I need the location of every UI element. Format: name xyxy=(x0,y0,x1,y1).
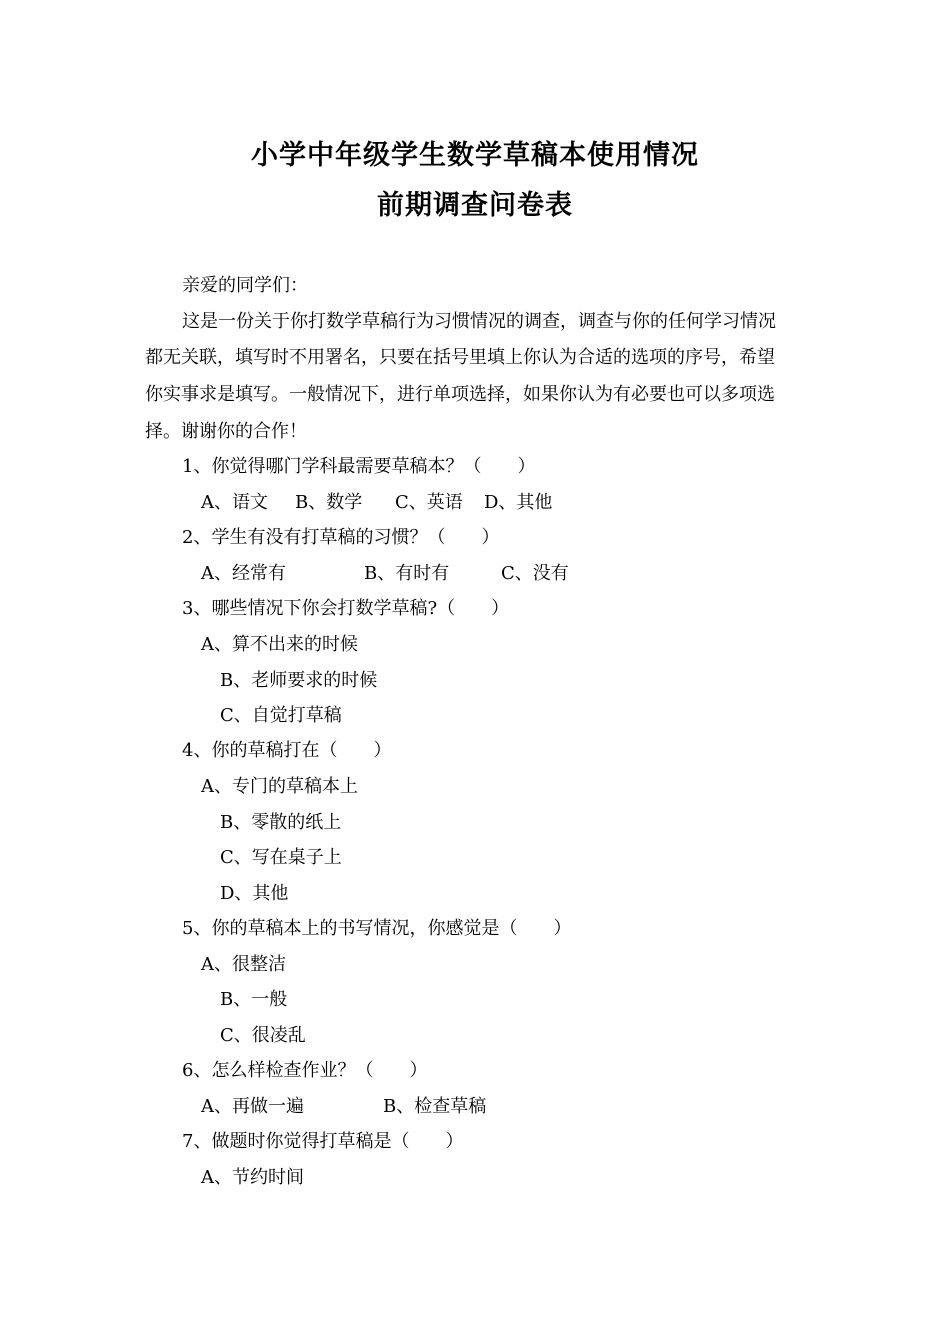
question-4: 4、你的草稿打在（ ） xyxy=(182,740,392,761)
option-c: C、自觉打草稿 xyxy=(220,705,342,726)
question-3: 3、哪些情况下你会打数学草稿?（ ） xyxy=(182,598,510,619)
question-7: 7、做题时你觉得打草稿是（ ） xyxy=(182,1131,464,1152)
option-c: C、英语 xyxy=(395,492,463,513)
intro-line: 这是一份关于你打数学草稿行为习惯情况的调查，调查与你的任何学习情况 xyxy=(182,311,776,332)
option-c: C、很凌乱 xyxy=(220,1025,306,1046)
option-d: D、其他 xyxy=(484,492,553,513)
intro-line: 你实事求是填写。一般情况下，进行单项选择，如果你认为有必要也可以多项选 xyxy=(145,384,775,405)
option-a: A、再做一遍 xyxy=(201,1096,304,1117)
title-line-2: 前期调查问卷表 xyxy=(377,190,573,221)
intro-line: 都无关联，填写时不用署名，只要在括号里填上你认为合适的选项的序号，希望 xyxy=(145,347,775,368)
option-c: C、没有 xyxy=(501,563,569,584)
question-2: 2、学生有没有打草稿的习惯？（ ） xyxy=(182,527,500,548)
option-a: A、专门的草稿本上 xyxy=(201,776,358,797)
question-1: 1、你觉得哪门学科最需要草稿本？（ ） xyxy=(182,456,536,477)
option-d: D、其他 xyxy=(220,883,289,904)
option-b: B、零散的纸上 xyxy=(220,812,342,833)
question-1-options xyxy=(201,492,552,514)
question-6: 6、怎么样检查作业？（ ） xyxy=(182,1060,428,1081)
option-b: B、有时有 xyxy=(364,563,450,584)
option-b: B、检查草稿 xyxy=(383,1096,487,1117)
option-a: A、算不出来的时候 xyxy=(201,634,358,655)
option-a: A、经常有 xyxy=(201,563,286,584)
option-a: A、很整洁 xyxy=(201,954,286,975)
title-line-1: 小学中年级学生数学草稿本使用情况 xyxy=(251,140,699,171)
salutation: 亲爱的同学们： xyxy=(182,275,308,296)
intro-line: 择。谢谢你的合作！ xyxy=(145,421,307,442)
question-5: 5、你的草稿本上的书写情况，你感觉是（ ） xyxy=(182,918,572,939)
option-b: B、老师要求的时候 xyxy=(220,670,378,691)
option-b: B、数学 xyxy=(295,492,363,513)
option-b: B、一般 xyxy=(220,989,288,1010)
option-c: C、写在桌子上 xyxy=(220,847,342,868)
option-a: A、语文 xyxy=(201,492,268,513)
question-2-options xyxy=(201,563,569,585)
option-a: A、节约时间 xyxy=(201,1167,304,1188)
question-6-options xyxy=(201,1096,486,1118)
